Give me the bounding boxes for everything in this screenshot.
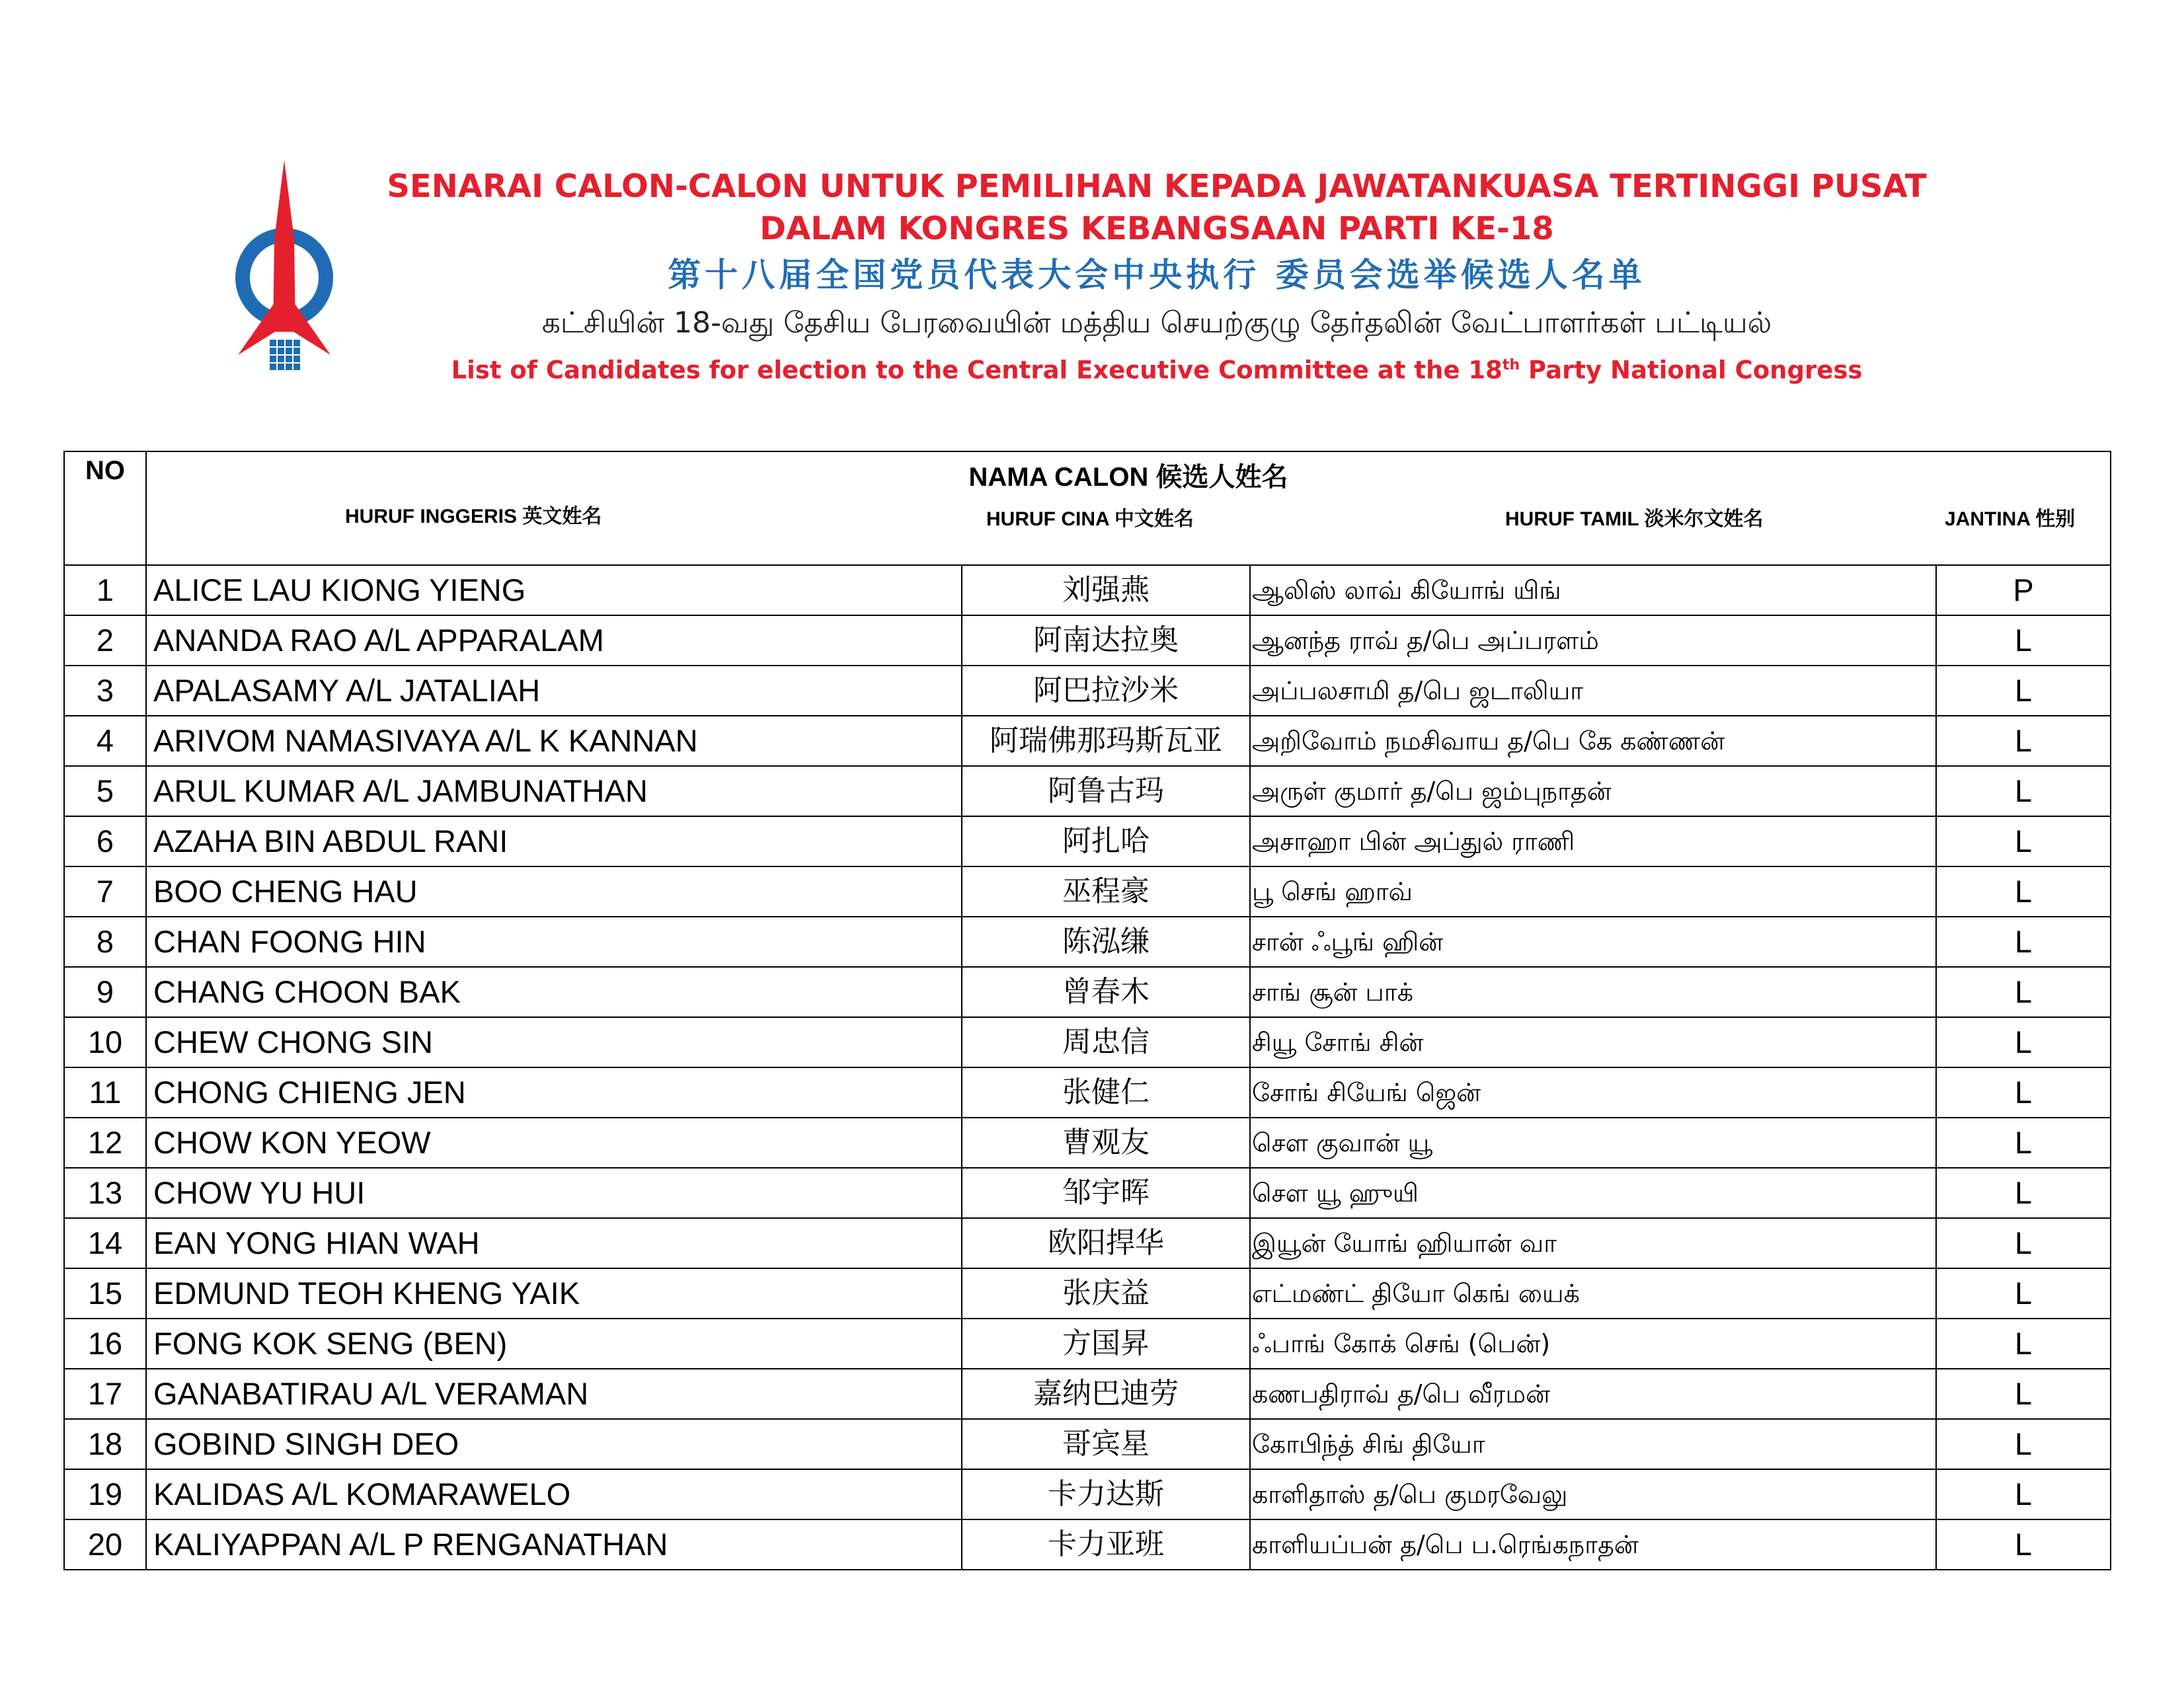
candidate-gender: L [1936,1168,2111,1218]
candidate-english-name: GANABATIRAU A/L VERAMAN [146,1369,962,1419]
table-row [64,1017,2111,1067]
candidate-tamil-name: பூ செங் ஹாவ் [1250,866,1936,917]
table-row [64,866,2111,917]
candidate-tamil-name: ஃபாங் கோக் செங் (பென்) [1250,1319,1936,1369]
candidate-no: 13 [64,1168,146,1218]
table-row [64,1067,2111,1118]
table-row [64,1519,2111,1570]
candidate-chinese-name: 哥宾星 [962,1419,1250,1469]
candidate-tamil-name: காளியப்பன் த/பெ ப.ரெங்கநாதன் [1250,1519,1936,1570]
table-row [64,1319,2111,1369]
candidate-chinese-name: 曹观友 [962,1118,1250,1168]
candidate-gender: L [1936,1067,2111,1118]
candidate-gender: L [1936,1319,2111,1369]
candidate-no: 12 [64,1118,146,1168]
candidate-no: 3 [64,666,146,716]
title-tamil: கட்சியின் 18-வது தேசிய பேரவையின் மத்திய செயற்குழு தேர்தலின் வேட்பாளர்கள் பட்டியல் [541,306,1772,340]
header-gender: JANTINA 性别 [1945,508,2076,530]
candidate-english-name: CHAN FOONG HIN [146,917,962,967]
candidate-no: 6 [64,816,146,866]
candidate-tamil-name: சௌ யூ ஹுயி [1250,1168,1936,1218]
title-malay-line2: DALAM KONGRES KEBANGSAAN PARTI KE-18 [760,210,1554,247]
table-row [64,1469,2111,1519]
table-row [64,917,2111,967]
candidate-no: 14 [64,1218,146,1268]
title-english-tail: Party National Congress [1520,356,1863,385]
candidate-chinese-name: 阿鲁古玛 [962,766,1250,816]
candidates-table-wrap [63,451,2110,1570]
candidate-no: 18 [64,1419,146,1469]
candidate-english-name: GOBIND SINGH DEO [146,1419,962,1469]
candidate-chinese-name: 嘉纳巴迪劳 [962,1369,1250,1419]
candidate-chinese-name: 卡力达斯 [962,1469,1250,1519]
candidate-gender: L [1936,1469,2111,1519]
candidate-chinese-name: 周忠信 [962,1017,1250,1067]
candidate-chinese-name: 方国昇 [962,1319,1250,1369]
candidate-chinese-name: 阿扎哈 [962,816,1250,866]
candidate-no: 8 [64,917,146,967]
candidate-tamil-name: சான் ஃபூங் ஹின் [1250,917,1936,967]
candidate-english-name: BOO CHENG HAU [146,866,962,917]
candidate-english-name: CHOW KON YEOW [146,1118,962,1168]
title-english [311,346,2003,389]
table-row [64,1218,2111,1268]
candidate-gender: P [1936,565,2111,615]
candidate-chinese-name: 卡力亚班 [962,1519,1250,1570]
candidate-english-name: EDMUND TEOH KHENG YAIK [146,1268,962,1319]
candidate-english-name: KALIYAPPAN A/L P RENGANATHAN [146,1519,962,1570]
table-row [64,1419,2111,1469]
candidate-tamil-name: அறிவோம் நமசிவாய த/பெ கே கண்ணன் [1250,716,1936,766]
candidate-english-name: CHANG CHOON BAK [146,967,962,1017]
candidate-english-name: CHEW CHONG SIN [146,1017,962,1067]
table-row [64,1369,2111,1419]
candidate-no: 19 [64,1469,146,1519]
document-titles [311,165,2003,389]
table-row [64,1268,2111,1319]
candidate-tamil-name: அப்பலசாமி த/பெ ஜடாலியா [1250,666,1936,716]
candidate-english-name: ARIVOM NAMASIVAYA A/L K KANNAN [146,716,962,766]
candidate-chinese-name: 邹宇晖 [962,1168,1250,1218]
candidate-chinese-name: 张健仁 [962,1067,1250,1118]
candidate-tamil-name: அசாஹா பின் அப்துல் ராணி [1250,816,1936,866]
candidate-english-name: CHOW YU HUI [146,1168,962,1218]
header-name-block [146,451,2111,565]
candidate-english-name: CHONG CHIENG JEN [146,1067,962,1118]
candidate-gender: L [1936,1118,2111,1168]
candidate-no: 17 [64,1369,146,1419]
candidate-no: 15 [64,1268,146,1319]
candidate-no: 11 [64,1067,146,1118]
candidate-tamil-name: சியூ சோங் சின் [1250,1017,1936,1067]
candidate-tamil-name: ஆலிஸ் லாவ் கியோங் யிங் [1250,565,1936,615]
title-chinese: 第十八届全国党员代表大会中央执行 委员会选举候选人名单 [668,256,1646,294]
candidate-chinese-name: 刘强燕 [962,565,1250,615]
candidate-tamil-name: சாங் சூன் பாக் [1250,967,1936,1017]
candidate-no: 4 [64,716,146,766]
candidate-no: 2 [64,615,146,666]
candidate-chinese-name: 阿巴拉沙米 [962,666,1250,716]
candidate-chinese-name: 张庆益 [962,1268,1250,1319]
table-row [64,816,2111,866]
candidate-gender: L [1936,1268,2111,1319]
candidate-tamil-name: அருள் குமார் த/பெ ஜம்புநாதன் [1250,766,1936,816]
candidate-tamil-name: சோங் சியேங் ஜென் [1250,1067,1936,1118]
table-row [64,565,2111,615]
candidate-gender: L [1936,967,2111,1017]
table-row [64,1118,2111,1168]
candidate-chinese-name: 阿瑞佛那玛斯瓦亚 [962,716,1250,766]
table-row [64,615,2111,666]
candidate-no: 10 [64,1017,146,1067]
candidate-english-name: EAN YONG HIAN WAH [146,1218,962,1268]
candidate-gender: L [1936,666,2111,716]
candidate-no: 20 [64,1519,146,1570]
table-row [64,766,2111,816]
candidate-chinese-name: 巫程豪 [962,866,1250,917]
candidate-tamil-name: காளிதாஸ் த/பெ குமரவேலு [1250,1469,1936,1519]
table-row [64,716,2111,766]
title-english-sup: th [1502,357,1520,373]
table-header-row [64,451,2111,565]
candidate-tamil-name: சௌ குவான் யூ [1250,1118,1936,1168]
candidate-gender: L [1936,917,2111,967]
candidate-tamil-name: கோபிந்த் சிங் தியோ [1250,1419,1936,1469]
candidate-gender: L [1936,866,2111,917]
header-chinese-name: HURUF CINA 中文姓名 [986,508,1194,530]
candidate-gender: L [1936,615,2111,666]
candidate-english-name: APALASAMY A/L JATALIAH [146,666,962,716]
candidate-chinese-name: 阿南达拉奥 [962,615,1250,666]
candidate-gender: L [1936,816,2111,866]
candidate-english-name: ANANDA RAO A/L APPARALAM [146,615,962,666]
candidate-gender: L [1936,766,2111,816]
candidate-gender: L [1936,1419,2111,1469]
title-malay-line1: SENARAI CALON-CALON UNTUK PEMILIHAN KEPADA JAWATANKUASA TERTINGGI PUSAT [387,168,1927,205]
header-tamil-name: HURUF TAMIL 淡米尔文姓名 [1505,508,1764,530]
candidate-tamil-name: கணபதிராவ் த/பெ வீரமன் [1250,1369,1936,1419]
candidate-gender: L [1936,1017,2111,1067]
header-nama-calon: NAMA CALON 候选人姓名 [968,463,1288,492]
title-english-main: List of Candidates for election to the Central Executive Committee at the 18 [451,356,1502,385]
candidate-gender: L [1936,1519,2111,1570]
candidate-gender: L [1936,1218,2111,1268]
table-row [64,967,2111,1017]
candidate-chinese-name: 陈泓缣 [962,917,1250,967]
candidate-chinese-name: 欧阳捍华 [962,1218,1250,1268]
candidate-no: 9 [64,967,146,1017]
candidates-table [63,451,2111,1570]
candidate-no: 7 [64,866,146,917]
candidate-tamil-name: எட்மண்ட் தியோ கெங் யைக் [1250,1268,1936,1319]
candidate-tamil-name: ஆனந்த ராவ் த/பெ அப்பரளம் [1250,615,1936,666]
candidate-english-name: KALIDAS A/L KOMARAWELO [146,1469,962,1519]
candidate-tamil-name: இயூன் யோங் ஹியான் வா [1250,1218,1936,1268]
candidate-no: 16 [64,1319,146,1369]
candidate-english-name: AZAHA BIN ABDUL RANI [146,816,962,866]
header-no: NO [64,451,146,565]
candidate-gender: L [1936,716,2111,766]
table-row [64,666,2111,716]
candidate-no: 5 [64,766,146,816]
candidate-chinese-name: 曾春木 [962,967,1250,1017]
candidate-english-name: ARUL KUMAR A/L JAMBUNATHAN [146,766,962,816]
candidate-english-name: ALICE LAU KIONG YIENG [146,565,962,615]
table-row [64,1168,2111,1218]
header-english-name: HURUF INGGERIS 英文姓名 [345,506,602,527]
candidate-gender: L [1936,1369,2111,1419]
candidate-english-name: FONG KOK SENG (BEN) [146,1319,962,1369]
document-header [0,0,2184,423]
candidate-no: 1 [64,565,146,615]
